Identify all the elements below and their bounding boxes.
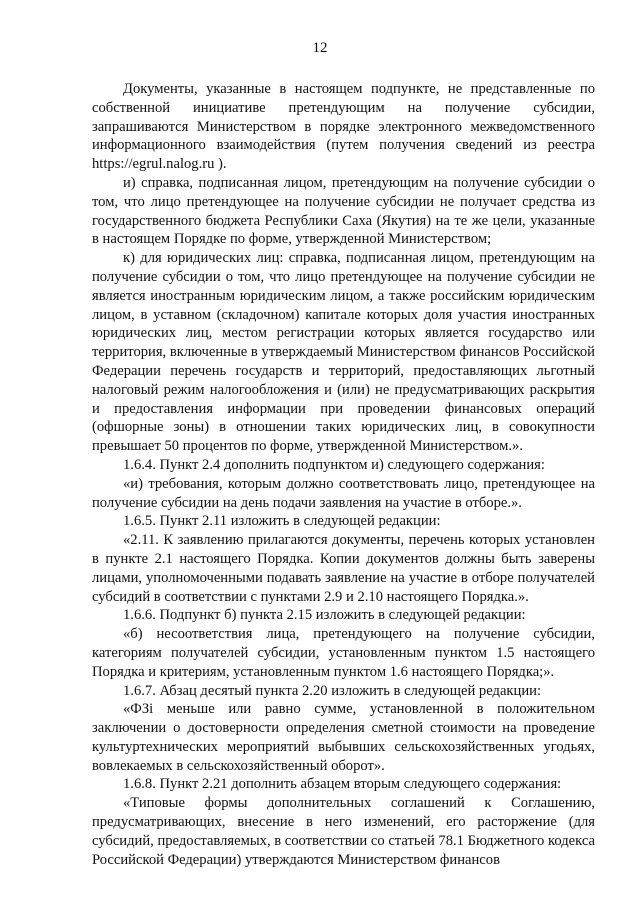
paragraph-amendment-1-6-5: 1.6.5. Пункт 2.11 изложить в следующей редакции: [123, 513, 441, 530]
paragraph-fzi-condition: «ФЗi меньше или равно сумме, установленной в положительном заключении о достоверности определения сметной стоимости на проведение культуртехнических мероприятий выбывших сельскохозяйственных угодьях, вовлекаемых в сельскохозяйственный оборот». [92, 701, 595, 774]
paragraph-amendment-1-6-6: 1.6.6. Подпункт б) пункта 2.15 изложить в следующей редакции: [123, 607, 526, 624]
paragraph-documents-request: Документы, указанные в настоящем подпункте, не представленные по собственной инициативе претендующим на получение субсидии, запрашиваются Министерством в порядке электронного межведомственного информационного взаимодействия (путем получения сведений из реестра https://egrul.nalog.ru ). [92, 81, 595, 173]
paragraph-amendment-1-6-8: 1.6.8. Пункт 2.21 дополнить абзацем вторым следующего содержания: [123, 776, 562, 793]
paragraph-item-2-11: «2.11. К заявлению прилагаются документы, перечень которых установлен в пункте 2.1 настоящего Порядка. Копии документов должны быть заверены лицами, уполномоченными подавать заявление на участие в отборе получателей субсидий в соответствии с пунктами 2.9 и 2.10 настоящего Порядка.». [92, 532, 595, 605]
paragraph-subitem-b-nonconformity: «б) несоответствия лица, претендующего на получение субсидии, категориям получателей субсидии, установленным пунктом 1.5 настоящего Порядка и критериям, установленным пунктом 1.6 настоящего Порядка;». [92, 626, 595, 680]
paragraph-amendment-1-6-7: 1.6.7. Абзац десятый пункта 2.20 изложить в следующей редакции: [123, 682, 541, 699]
paragraph-amendment-1-6-4: 1.6.4. Пункт 2.4 дополнить подпунктом и) следующего содержания: [123, 456, 545, 473]
paragraph-subitem-k-legal-entities: к) для юридических лиц: справка, подписанная лицом, претендующим на получение субсидии о том, что лицо претендующее на получение субсидии не является иностранным юридическим лицом, а также российским юридическим лицом, в уставном (складочном) капитале которых доля участия иностранных юридических лиц, местом регистрации которых является государство или территория, включенные в утверждаемый Министерством финансов Российской Федерации перечень государств и территорий, предоставляющих льготный налоговый режим налогообложения и (или) не предусматривающих раскрытия и предоставления информации при проведении финансовых операций (офшорные зоны) в отношении таких юридических лиц, в совокупности превышает 50 процентов по форме, утвержденной Министерством.». [92, 250, 595, 455]
document-body [92, 80, 595, 869]
paragraph-typical-forms: «Типовые формы дополнительных соглашений к Соглашению, предусматривающих, внесение в него изменений, его расторжение (для субсидий, предоставляемых, в соответствии со статьей 78.1 Бюджетного кодекса Российской Федерации) утверждаются Министерством финансов [92, 795, 595, 868]
paragraph-subitem-i-requirements: «и) требования, которым должно соответствовать лицо, претендующее на получение субсидии на день подачи заявления на участие в отборе.». [92, 475, 595, 511]
page-number: 12 [312, 40, 328, 56]
paragraph-subitem-i-certificate: и) справка, подписанная лицом, претендующим на получение субсидии о том, что лицо претендующее на получение субсидии не получает средства из государственного бюджета Республики Саха (Якутия) на те же цели, указанные в настоящем Порядке по форме, утвержденной Министерством; [92, 174, 595, 248]
